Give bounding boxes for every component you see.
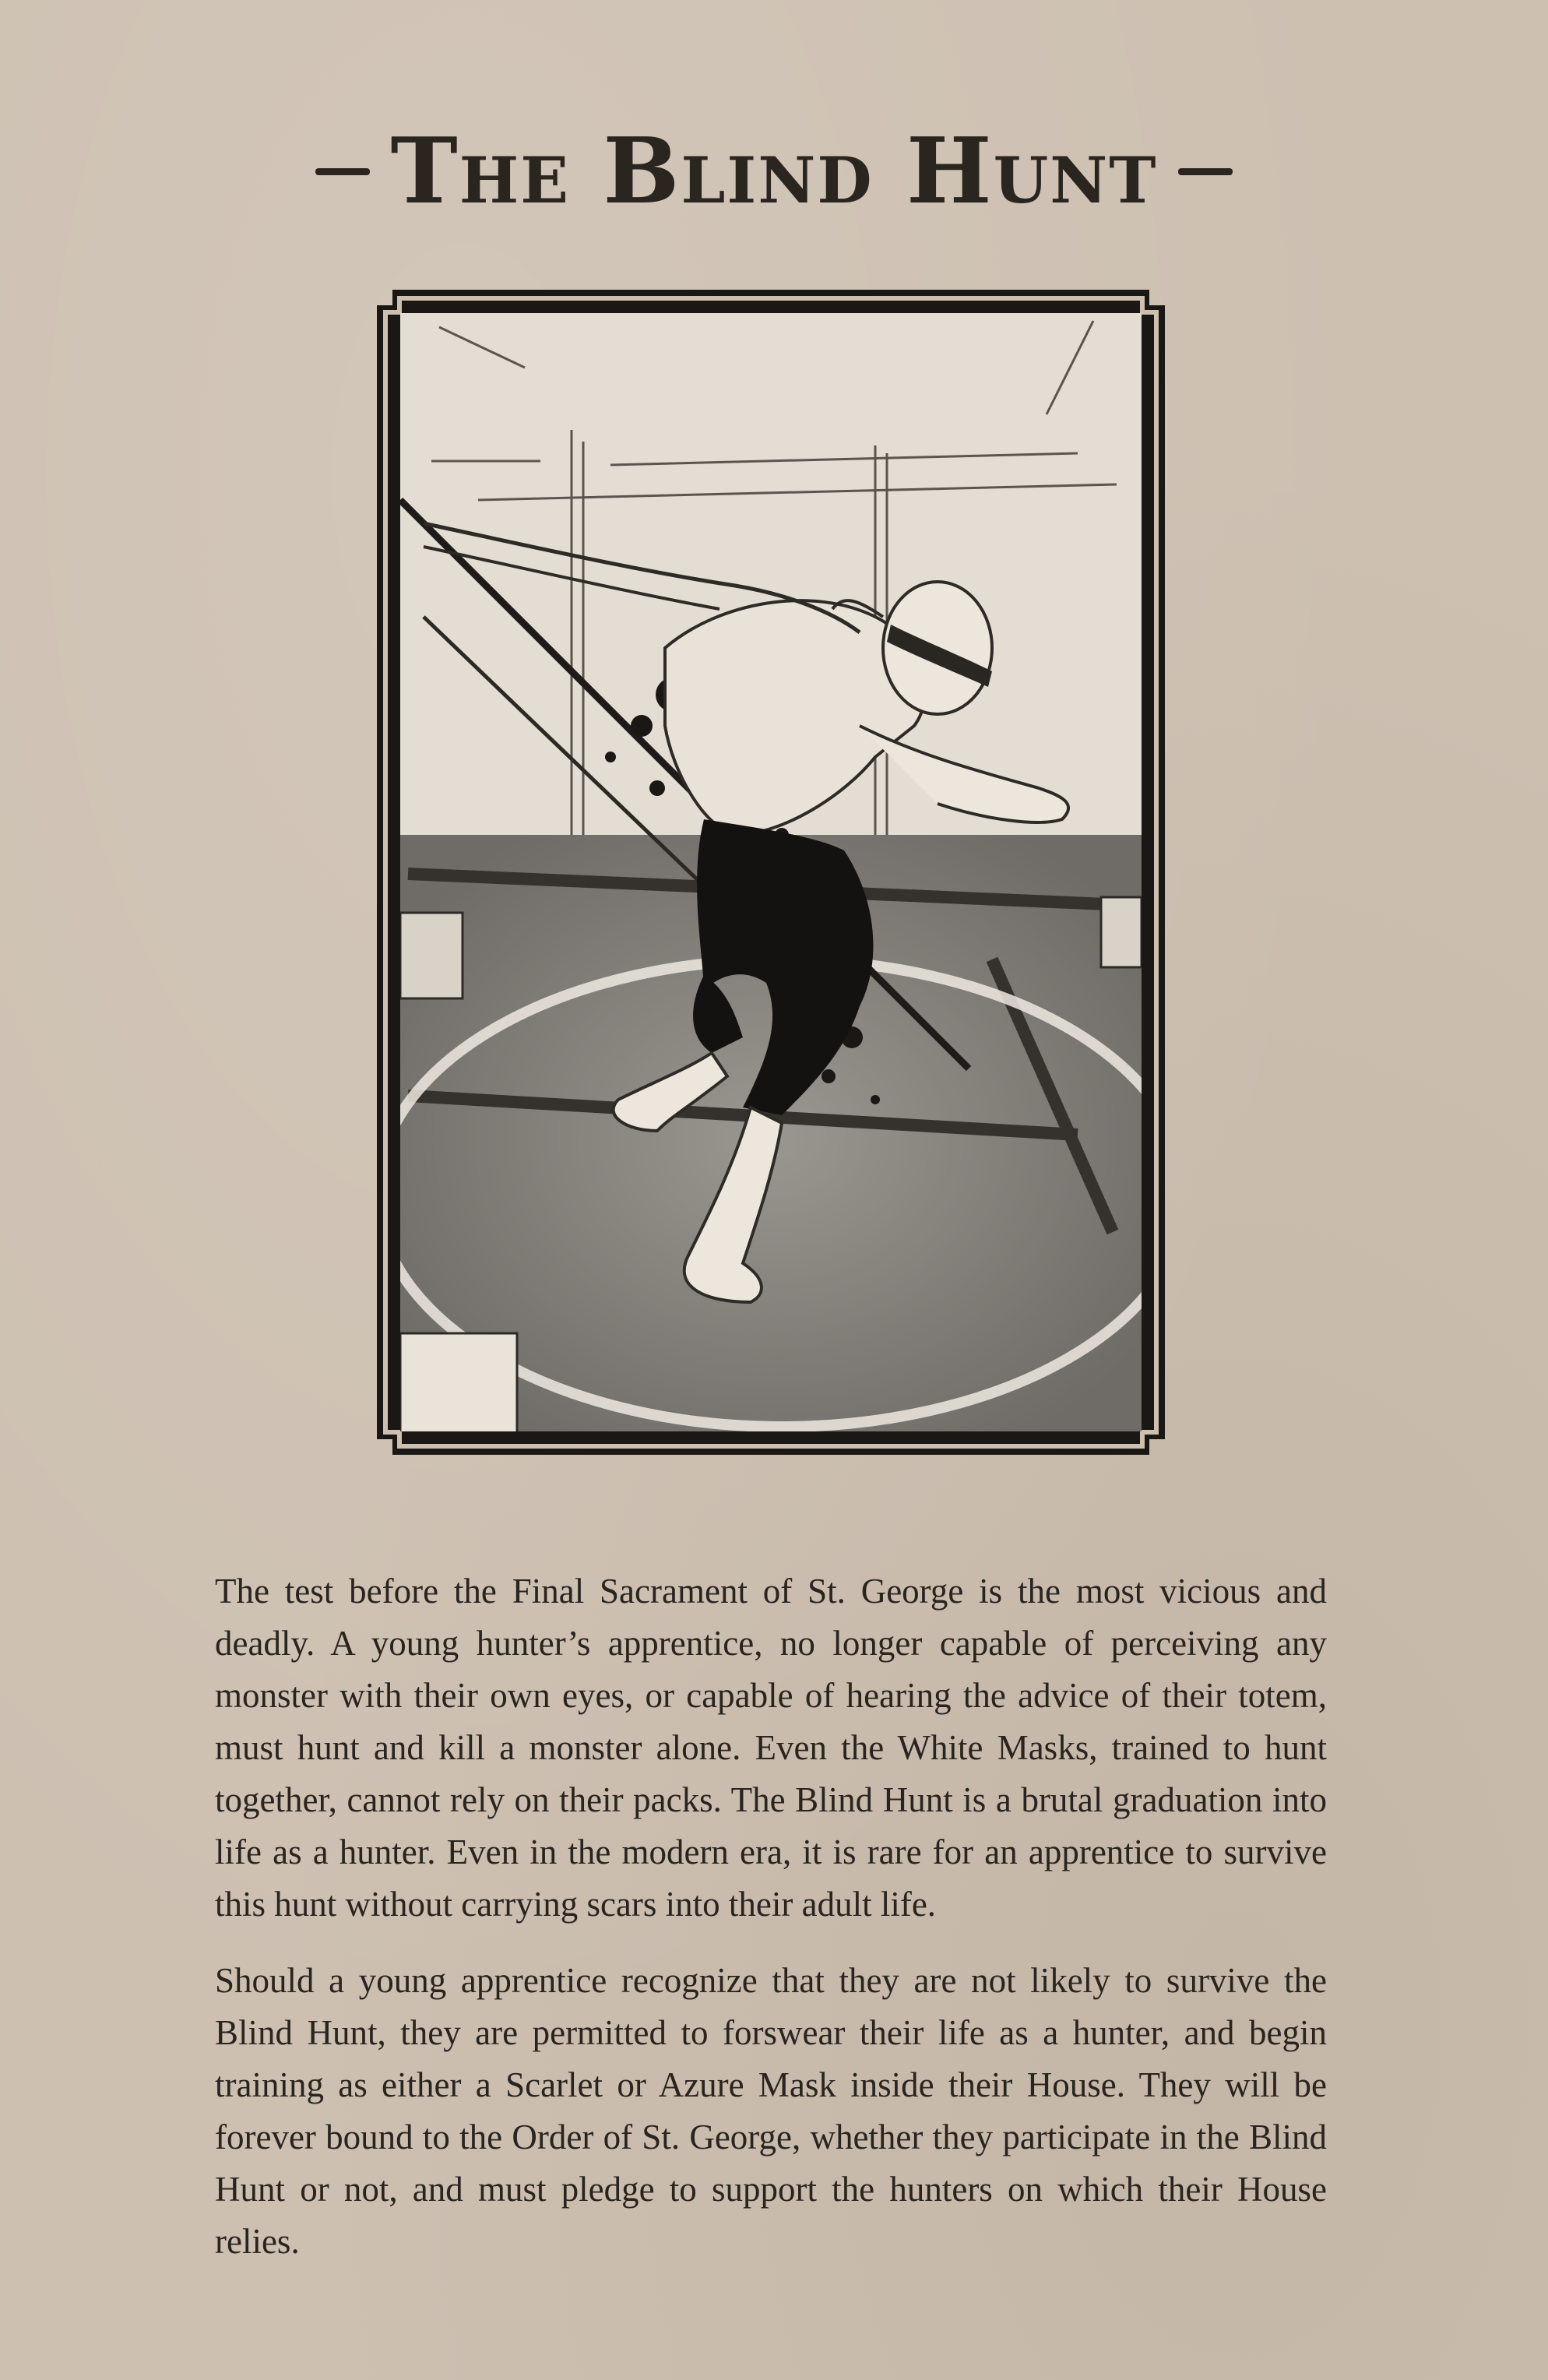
blindfolded-hunter-illustration <box>377 290 1165 1455</box>
paragraph-2: Should a young apprentice recognize that they are not likely to survive the Blind Hunt, they are permitted to forswear their life as a hunter, and begin training as either a Scarlet or Azure Mask inside their House. They will be forever bound to the Order of St. George, whether they participate in the Blind Hunt or not, and must pledge to support the hunters on which their House relies. <box>215 1961 1327 2261</box>
title-left-dash <box>315 168 370 175</box>
body-text <box>215 1565 1327 2292</box>
paragraph-1: The test before the Final Sacrament of St. George is the most vicious and deadly. A young hunter’s apprentice, no longer capable of perceiving any monster with their own eyes, or capable of hearing the advice of their totem, must hunt and kill a monster alone. Even the White Masks, trained to hunt together, cannot rely on their packs. The Blind Hunt is a brutal graduation into life as a hunter. Even in the modern era, it is rare for an apprentice to survive this hunt without carrying scars into their adult life. <box>215 1572 1327 1924</box>
title-row <box>0 117 1548 226</box>
illustration-frame <box>377 290 1165 1455</box>
page-title: The Blind Hunt <box>390 118 1158 224</box>
title-right-dash <box>1178 168 1233 175</box>
